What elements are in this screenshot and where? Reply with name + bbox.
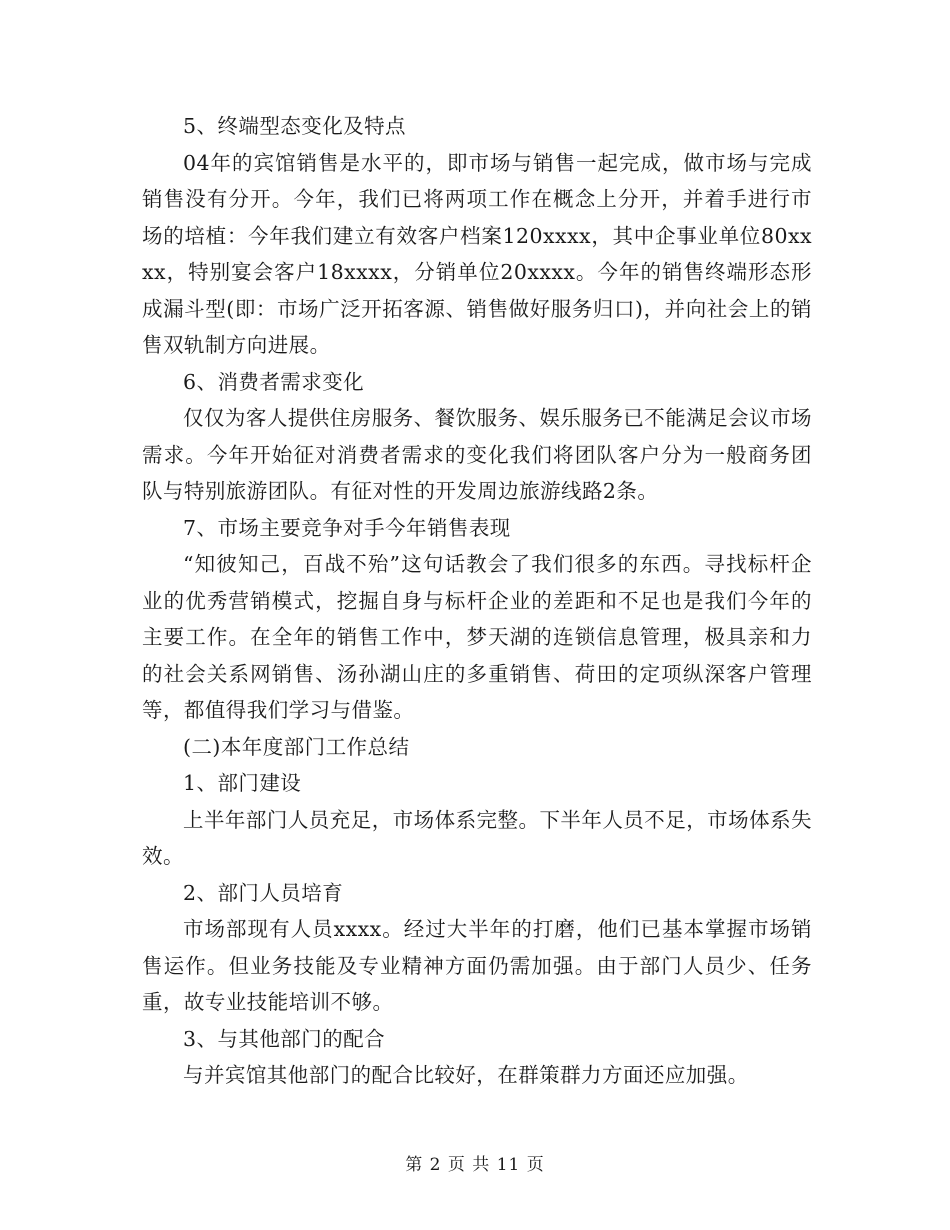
paragraph-staff-training: 市场部现有人员xxxx。经过大半年的打磨，他们已基本掌握市场销售运作。但业务技能及专业精神方面仍需加强。由于部门人员少、任务重，故专业技能培训不够。 (142, 917, 812, 1014)
section-heading-part-2: (二)本年度部门工作总结 (183, 734, 410, 759)
subsection-heading-1: 1、部门建设 (183, 771, 302, 795)
section-heading-5: 5、终端型态变化及特点 (183, 114, 406, 138)
paragraph-terminal-form: 04年的宾馆销售是水平的，即市场与销售一起完成，做市场与完成销售没有分开。今年，我们已将两项工作在概念上分开，并着手进行市场的培植：今年我们建立有效客户档案120xxxx，其中企事业单位80xxxx，特别宴会客户18xxxx，分销单位20xxxx。今年的销售终端形态形成漏斗型(即：市场广泛开拓客源、销售做好服务归口)，并向社会上的销售双轨制方向进展。 (142, 150, 812, 357)
paragraph-consumer-demand: 仅仅为客人提供住房服务、餐饮服务、娱乐服务已不能满足会议市场需求。今年开始征对消费者需求的变化我们将团队客户分为一般商务团队与特别旅游团队。有征对性的开发周边旅游线路2条。 (142, 406, 812, 503)
paragraph-competitors: “知彼知己，百战不殆”这句话教会了我们很多的东西。寻找标杆企业的优秀营销模式，挖掘自身与标杆企业的差距和不足也是我们今年的主要工作。在全年的销售工作中，梦天湖的连锁信息管理，极具亲和力的社会关系网销售、汤孙湖山庄的多重销售、荷田的定项纵深客户管理等，都值得我们学习与借鉴。 (142, 552, 812, 722)
page-footer: 第 2 页 共 11 页 (405, 1155, 545, 1175)
document-body (142, 108, 812, 1094)
paragraph-department-building: 上半年部门人员充足，市场体系完整。下半年人员不足，市场体系失效。 (142, 807, 812, 868)
paragraph-cooperation: 与并宾馆其他部门的配合比较好，在群策群力方面还应加强。 (183, 1063, 749, 1087)
subsection-heading-2: 2、部门人员培育 (183, 880, 344, 905)
section-heading-6: 6、消费者需求变化 (183, 369, 365, 394)
subsection-heading-3: 3、与其他部门的配合 (183, 1026, 386, 1051)
section-heading-7: 7、市场主要竞争对手今年销售表现 (183, 515, 511, 540)
